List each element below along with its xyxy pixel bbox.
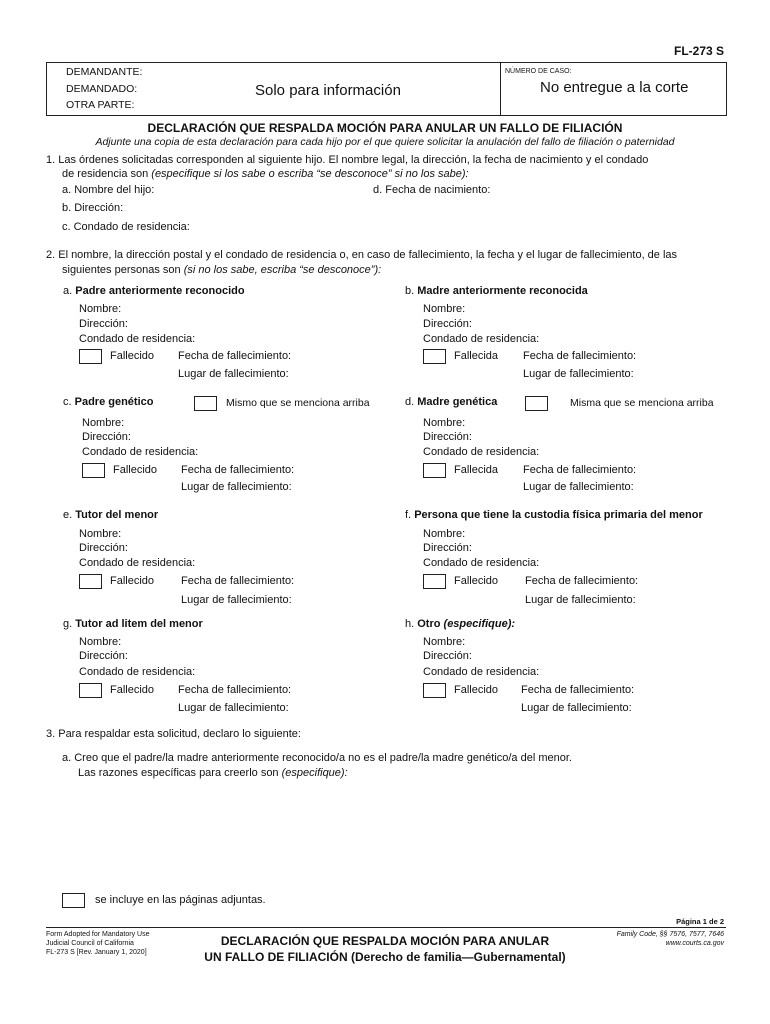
item3a-line2: Las razones específicas para creerlo son (especifique): [78, 767, 348, 779]
person-g-heading: g. Tutor ad litem del menor [63, 618, 203, 630]
person-h-death-date[interactable]: Fecha de fallecimiento: [521, 684, 635, 696]
footer-adopted-2: Judicial Council of California [46, 940, 134, 947]
person-b-death-date[interactable]: Fecha de fallecimiento: [523, 350, 637, 362]
page-number: Página 1 de 2 [676, 917, 724, 926]
person-e-deceased-label: Fallecido [110, 575, 155, 587]
person-h-deceased-label: Fallecido [454, 684, 499, 696]
person-a-deceased-checkbox[interactable] [79, 349, 102, 364]
form-subtitle: Adjunte una copia de esta declaración para cada hijo por el que quiere solicitar la anulación del fallo de filiación o paternidad [95, 136, 675, 148]
item3-intro: 3. Para respaldar esta solicitud, declaro lo siguiente: [46, 728, 301, 740]
person-d-death-date[interactable]: Fecha de fallecimiento: [523, 464, 637, 476]
do-not-file-notice: No entregue a la corte [540, 79, 689, 96]
plaintiff-label: DEMANDANTE: [66, 66, 143, 78]
item2-line2: siguientes personas son (si no los sabe, escriba “se desconoce”): [62, 264, 382, 276]
person-c-deceased-checkbox[interactable] [82, 463, 105, 478]
person-c-county[interactable]: Condado de residencia: [82, 446, 199, 458]
person-d-death-place[interactable]: Lugar de fallecimiento: [523, 481, 634, 493]
person-b-deceased-checkbox[interactable] [423, 349, 446, 364]
person-h-deceased-checkbox[interactable] [423, 683, 446, 698]
person-d-name[interactable]: Nombre: [423, 417, 466, 429]
person-h-heading: h. Otro (especifique): [405, 618, 516, 630]
person-c-address[interactable]: Dirección: [82, 431, 131, 443]
footer-url[interactable]: www.courts.ca.gov [665, 940, 724, 947]
respondent-label: DEMANDADO: [66, 83, 138, 95]
person-e-death-place[interactable]: Lugar de fallecimiento: [181, 594, 292, 606]
person-g-death-place[interactable]: Lugar de fallecimiento: [178, 702, 289, 714]
person-c-deceased-label: Fallecido [113, 464, 158, 476]
person-e-heading: e. Tutor del menor [63, 509, 159, 521]
person-a-name[interactable]: Nombre: [79, 303, 122, 315]
person-e-address[interactable]: Dirección: [79, 542, 128, 554]
footer-adopted-1: Form Adopted for Mandatory Use [46, 931, 150, 938]
person-f-heading: f. Persona que tiene la custodia física primaria del menor [405, 509, 703, 521]
person-d-address[interactable]: Dirección: [423, 431, 472, 443]
person-b-county[interactable]: Condado de residencia: [423, 333, 540, 345]
person-b-heading: b. Madre anteriormente reconocida [405, 285, 588, 297]
person-h-death-place[interactable]: Lugar de fallecimiento: [521, 702, 632, 714]
caption-divider [500, 62, 501, 115]
person-b-death-place[interactable]: Lugar de fallecimiento: [523, 368, 634, 380]
person-f-address[interactable]: Dirección: [423, 542, 472, 554]
footer-title-2: UN FALLO DE FILIACIÓN (Derecho de familia—Gubernamental) [204, 950, 566, 964]
person-d-heading: d. Madre genética [405, 396, 498, 408]
person-h-name[interactable]: Nombre: [423, 636, 466, 648]
item1-line2: de residencia son (especifique si los sabe o escriba “se desconoce” si no los sabe): [62, 168, 469, 180]
person-g-county[interactable]: Condado de residencia: [79, 666, 196, 678]
person-d-same-label: Misma que se menciona arriba [570, 397, 714, 409]
case-number-label: NÚMERO DE CASO: [505, 68, 572, 75]
attached-pages-label: se incluye en las páginas adjuntas. [95, 894, 266, 906]
person-f-death-date[interactable]: Fecha de fallecimiento: [525, 575, 639, 587]
person-g-deceased-label: Fallecido [110, 684, 155, 696]
person-f-name[interactable]: Nombre: [423, 528, 466, 540]
person-a-death-date[interactable]: Fecha de fallecimiento: [178, 350, 292, 362]
person-c-death-date[interactable]: Fecha de fallecimiento: [181, 464, 295, 476]
person-f-deceased-checkbox[interactable] [423, 574, 446, 589]
person-c-same-label: Mismo que se menciona arriba [226, 397, 370, 409]
person-c-death-place[interactable]: Lugar de fallecimiento: [181, 481, 292, 493]
form-number: FL-273 S [673, 44, 724, 58]
person-g-deceased-checkbox[interactable] [79, 683, 102, 698]
person-a-heading: a. Padre anteriormente reconocido [63, 285, 245, 297]
person-f-county[interactable]: Condado de residencia: [423, 557, 540, 569]
person-a-county[interactable]: Condado de residencia: [79, 333, 196, 345]
person-a-death-place[interactable]: Lugar de fallecimiento: [178, 368, 289, 380]
person-g-name[interactable]: Nombre: [79, 636, 122, 648]
item2-line1: 2. El nombre, la dirección postal y el condado de residencia o, en caso de fallecimiento, la fecha y el lugar de fallecimiento, de las [46, 249, 678, 261]
person-b-deceased-label: Fallecida [454, 350, 499, 362]
person-h-address[interactable]: Dirección: [423, 650, 472, 662]
person-b-address[interactable]: Dirección: [423, 318, 472, 330]
person-e-county[interactable]: Condado de residencia: [79, 557, 196, 569]
child-birthdate-field[interactable]: d. Fecha de nacimiento: [373, 184, 491, 196]
info-only-notice: Solo para información [255, 82, 401, 99]
person-h-county[interactable]: Condado de residencia: [423, 666, 540, 678]
person-a-deceased-label: Fallecido [110, 350, 155, 362]
person-e-death-date[interactable]: Fecha de fallecimiento: [181, 575, 295, 587]
footer-family-code: Family Code, §§ 7576, 7577, 7646 [616, 931, 724, 938]
person-d-deceased-checkbox[interactable] [423, 463, 446, 478]
other-party-label: OTRA PARTE: [66, 99, 135, 111]
child-name-field[interactable]: a. Nombre del hijo: [62, 184, 155, 196]
attached-pages-checkbox[interactable] [62, 893, 85, 908]
person-g-death-date[interactable]: Fecha de fallecimiento: [178, 684, 292, 696]
person-e-name[interactable]: Nombre: [79, 528, 122, 540]
person-f-deceased-label: Fallecido [454, 575, 499, 587]
item3a-line1: a. Creo que el padre/la madre anteriormente reconocido/a no es el padre/la madre genético/a del menor. [62, 752, 572, 764]
person-c-name[interactable]: Nombre: [82, 417, 125, 429]
person-e-deceased-checkbox[interactable] [79, 574, 102, 589]
person-f-death-place[interactable]: Lugar de fallecimiento: [525, 594, 636, 606]
child-county-field[interactable]: c. Condado de residencia: [62, 221, 190, 233]
person-a-address[interactable]: Dirección: [79, 318, 128, 330]
person-d-county[interactable]: Condado de residencia: [423, 446, 540, 458]
person-g-address[interactable]: Dirección: [79, 650, 128, 662]
person-d-same-checkbox[interactable] [525, 396, 548, 411]
item1-line1: 1. Las órdenes solicitadas corresponden al siguiente hijo. El nombre legal, la dirección, la fecha de nacimiento y el condado [46, 154, 649, 166]
footer-title-1: DECLARACIÓN QUE RESPALDA MOCIÓN PARA ANULAR [220, 934, 550, 948]
person-d-deceased-label: Fallecida [454, 464, 499, 476]
person-b-name[interactable]: Nombre: [423, 303, 466, 315]
reasons-text-area[interactable] [62, 782, 722, 882]
person-c-same-checkbox[interactable] [194, 396, 217, 411]
footer-form-rev: FL-273 S [Rev. January 1, 2020] [46, 949, 147, 956]
person-c-heading: c. Padre genético [63, 396, 154, 408]
form-title: DECLARACIÓN QUE RESPALDA MOCIÓN PARA ANULAR UN FALLO DE FILIACIÓN [147, 121, 623, 135]
child-address-field[interactable]: b. Dirección: [62, 202, 124, 214]
footer-rule [46, 927, 726, 928]
